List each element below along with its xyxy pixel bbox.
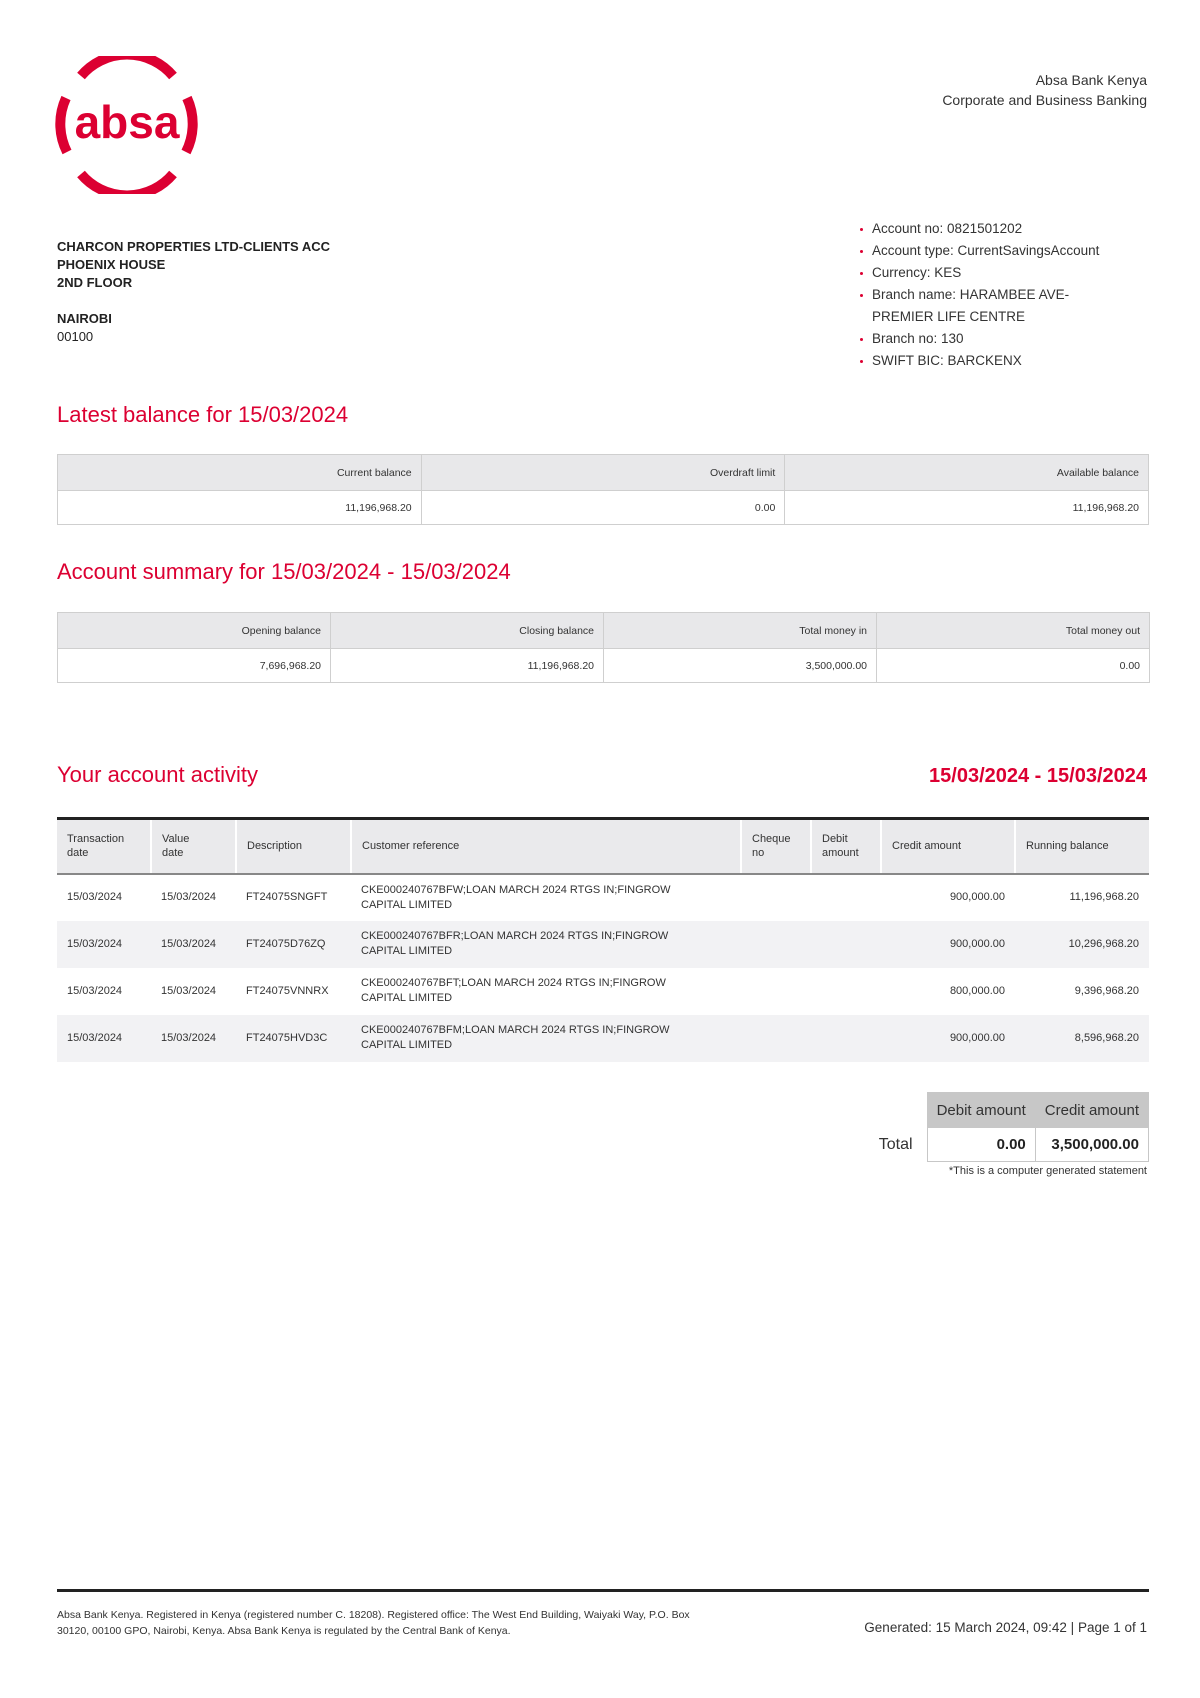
activity-date-range: 15/03/2024 - 15/03/2024	[929, 765, 1147, 787]
bank-division: Corporate and Business Banking	[942, 92, 1147, 108]
current-balance-value: 11,196,968.20	[58, 491, 422, 525]
debit-amount-header: Debit amount	[811, 819, 881, 874]
logo-wordmark: absa	[74, 96, 180, 148]
closing-balance-header: Closing balance	[331, 613, 604, 649]
credit-amount: 900,000.00	[881, 921, 1015, 968]
table-row	[57, 968, 1149, 1015]
transaction-date: 15/03/2024	[57, 921, 151, 968]
opening-balance-value: 7,696,968.20	[58, 649, 331, 683]
customer-reference: CKE000240767BFM;LOAN MARCH 2024 RTGS IN;FINGROW CAPITAL LIMITED	[351, 1015, 741, 1062]
debit-amount	[811, 968, 881, 1015]
credit-amount-header: Credit amount	[881, 819, 1015, 874]
computer-generated-note: *This is a computer generated statement	[948, 1165, 1147, 1177]
total-money-in-header: Total money in	[604, 613, 877, 649]
table-row	[57, 1015, 1149, 1062]
current-balance-header: Current balance	[58, 455, 422, 491]
bank-header	[942, 70, 1147, 110]
opening-balance-header: Opening balance	[58, 613, 331, 649]
overdraft-limit-value: 0.00	[421, 491, 785, 525]
table-row	[57, 874, 1149, 921]
bank-name: Absa Bank Kenya	[1035, 72, 1147, 88]
total-money-out-value: 0.00	[877, 649, 1150, 683]
total-debit-value: 0.00	[927, 1128, 1035, 1162]
branch-name-continued: PREMIER LIFE CENTRE	[872, 309, 1026, 324]
cheque-no	[741, 1015, 811, 1062]
address-line-2: PHOENIX HOUSE	[57, 257, 166, 272]
customer-reference: CKE000240767BFR;LOAN MARCH 2024 RTGS IN;FINGROW CAPITAL LIMITED	[351, 921, 741, 968]
debit-amount	[811, 1015, 881, 1062]
latest-balance-title: Latest balance for 15/03/2024	[57, 402, 349, 427]
running-balance: 8,596,968.20	[1015, 1015, 1149, 1062]
table-row	[57, 921, 1149, 968]
account-currency: Currency: KES	[858, 262, 1099, 284]
available-balance-header: Available balance	[785, 455, 1149, 491]
credit-amount: 800,000.00	[949, 984, 1005, 997]
running-balance-header: Running balance	[1015, 819, 1149, 874]
value-date: 15/03/2024	[151, 1015, 236, 1062]
value-date-header: Value date	[151, 819, 236, 874]
account-type: Account type: CurrentSavingsAccount	[858, 240, 1099, 262]
description: FT24075HVD3C	[236, 1015, 351, 1062]
footer-legal-line-2: 30120, 00100 GPO, Nairobi, Kenya. Absa Bank Kenya is regulated by the Central Bank of Kenya.	[57, 1625, 511, 1637]
total-credit-value: 3,500,000.00	[1035, 1128, 1148, 1162]
overdraft-limit-header: Overdraft limit	[421, 455, 785, 491]
account-activity-title: Your account activity	[57, 762, 258, 787]
address-line-1: CHARCON PROPERTIES LTD-CLIENTS ACC	[57, 239, 330, 254]
available-balance-value: 11,196,968.20	[785, 491, 1149, 525]
account-summary-table	[57, 612, 1150, 683]
running-balance: 10,296,968.20	[1015, 921, 1149, 968]
branch-name: Branch name: HARAMBEE AVE-	[858, 284, 1099, 306]
transaction-date: 15/03/2024	[67, 891, 123, 903]
total-money-in-value: 3,500,000.00	[604, 649, 877, 683]
swift-bic: SWIFT BIC: BARCKENX	[858, 350, 1099, 372]
latest-balance-table	[57, 454, 1149, 525]
total-debit-header: Debit amount	[927, 1093, 1035, 1128]
customer-reference: CKE000240767BFW;LOAN MARCH 2024 RTGS IN;FINGROW CAPITAL LIMITED	[361, 883, 671, 911]
debit-amount	[811, 874, 881, 921]
cheque-no	[741, 921, 811, 968]
branch-number: Branch no: 130	[858, 328, 1099, 350]
description: FT24075SNGFT	[246, 891, 328, 903]
footer-legal	[57, 1607, 777, 1639]
absa-logo	[54, 56, 200, 194]
footer-legal-line-1: Absa Bank Kenya. Registered in Kenya (registered number C. 18208). Registered office: The West End Building, Waiyaki Way, P.O. Box	[57, 1609, 690, 1621]
customer-address	[57, 238, 330, 346]
activity-table	[57, 817, 1149, 1062]
value-date: 15/03/2024	[161, 891, 217, 903]
account-number: Account no: 0821501202	[858, 218, 1099, 240]
transaction-date: 15/03/2024	[67, 984, 123, 997]
running-balance: 9,396,968.20	[1074, 984, 1139, 997]
value-date: 15/03/2024	[151, 921, 236, 968]
account-summary-title: Account summary for 15/03/2024 - 15/03/2024	[57, 559, 511, 584]
customer-reference: CKE000240767BFT;LOAN MARCH 2024 RTGS IN;FINGROW CAPITAL LIMITED	[361, 977, 666, 1004]
generated-timestamp: Generated: 15 March 2024, 09:42 | Page 1 of 1	[864, 1620, 1147, 1635]
description-header: Description	[236, 819, 351, 874]
address-line-3: 2ND FLOOR	[57, 275, 133, 290]
description: FT24075D76ZQ	[236, 921, 351, 968]
total-credit-header: Credit amount	[1035, 1093, 1148, 1128]
transaction-date: 15/03/2024	[57, 1015, 151, 1062]
cheque-no	[741, 874, 811, 921]
running-balance: 11,196,968.20	[1069, 891, 1139, 903]
total-money-out-header: Total money out	[877, 613, 1150, 649]
transaction-date-header: Transaction date	[57, 819, 151, 874]
cheque-no	[741, 968, 811, 1015]
customer-reference-header: Customer reference	[351, 819, 741, 874]
credit-amount: 900,000.00	[949, 891, 1005, 903]
footer-divider	[57, 1589, 1149, 1592]
closing-balance-value: 11,196,968.20	[331, 649, 604, 683]
credit-amount: 900,000.00	[881, 1015, 1015, 1062]
total-label: Total	[878, 1135, 913, 1153]
account-details	[858, 218, 1099, 372]
cheque-no-header: Cheque no	[741, 819, 811, 874]
address-postcode: 00100	[57, 329, 94, 344]
description: FT24075VNNRX	[246, 984, 329, 997]
totals-table	[879, 1092, 1149, 1162]
debit-amount	[811, 921, 881, 968]
address-city: NAIROBI	[57, 311, 112, 326]
value-date: 15/03/2024	[161, 984, 217, 997]
